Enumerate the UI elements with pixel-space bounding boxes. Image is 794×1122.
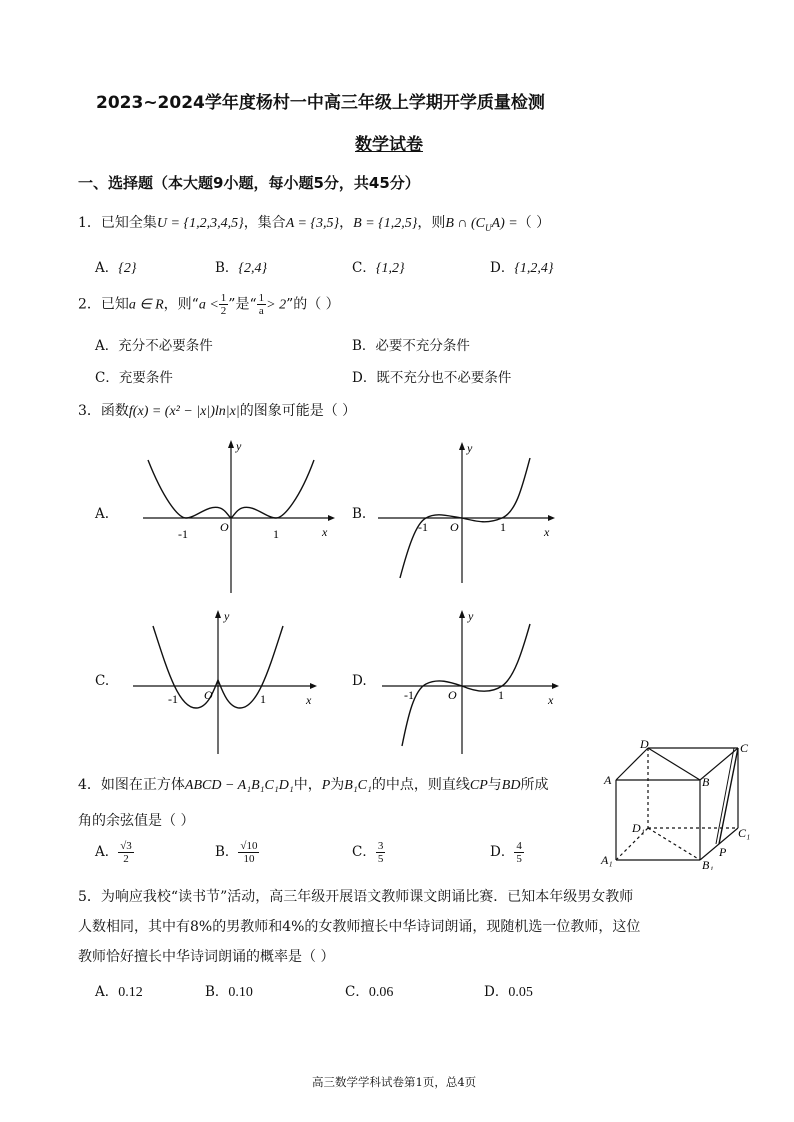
x-arrow-icon	[548, 515, 555, 521]
option-value: 必要不充分条件	[375, 338, 470, 354]
point-label: P	[719, 845, 727, 859]
vertex-label: A	[604, 773, 612, 787]
graph-b[interactable]	[370, 438, 560, 588]
option-b[interactable]	[215, 256, 267, 277]
option-d[interactable]	[484, 980, 533, 1001]
vertex-label: B	[702, 775, 710, 789]
question-number: 3．	[78, 403, 101, 419]
question-number: 2．	[78, 296, 101, 313]
option-value: {1,2,4}	[514, 261, 554, 276]
math-expression: > 2	[266, 297, 287, 313]
option-label: C．	[95, 370, 119, 386]
fraction-numerator: 4	[516, 840, 522, 852]
question-text: ，	[339, 215, 354, 231]
graph-d[interactable]	[374, 606, 564, 756]
option-b[interactable]	[215, 840, 259, 865]
option-value: 充分不必要条件	[118, 338, 213, 354]
math-expression: A) =	[491, 216, 518, 231]
origin-label: O	[450, 520, 459, 534]
question-text: 所成	[520, 777, 549, 793]
graph-option-label[interactable]: D.	[352, 673, 367, 689]
y-arrow-icon	[215, 610, 221, 618]
x-arrow-icon	[310, 683, 317, 689]
tick-label: -1	[168, 692, 178, 706]
option-a[interactable]	[95, 840, 134, 865]
math-expression: B ∩ (C	[445, 216, 486, 231]
tick-label: -1	[404, 688, 414, 702]
question-5-line2: 人数相同，其中有8%的男教师和4%的女教师擅长中华诗词朗诵，现随机选一位教师，这位	[78, 919, 641, 935]
fraction-numerator: 3	[377, 840, 384, 852]
option-label: C．	[352, 260, 376, 276]
question-text: ”是“	[228, 296, 257, 313]
y-arrow-icon	[459, 442, 465, 450]
option-label: A．	[95, 984, 119, 1000]
vertex-label: D₁	[632, 821, 645, 835]
option-a[interactable]	[95, 256, 136, 277]
option-value: {2,4}	[238, 261, 268, 276]
tick-label: 1	[500, 520, 506, 534]
question-text: 中，	[293, 777, 322, 793]
math-subscript: U	[485, 222, 492, 233]
option-a[interactable]	[95, 980, 143, 1001]
graph-option-label[interactable]: A.	[95, 506, 110, 522]
option-d[interactable]	[490, 256, 554, 277]
exam-title: 2023~2024学年度杨村一中高三年级上学期开学质量检测	[96, 93, 545, 113]
question-text: ，则	[417, 215, 446, 231]
question-number: 5．	[78, 889, 101, 905]
tick-label: -1	[418, 520, 428, 534]
option-label: B．	[352, 338, 376, 354]
diagonal-bd	[648, 748, 700, 780]
math-expression: a <	[198, 297, 219, 313]
question-text: 已知	[100, 296, 129, 313]
fraction-denominator: 2	[220, 305, 227, 317]
math-expression: U = {1,2,3,4,5}	[156, 216, 244, 231]
question-text: 如图在正方体	[100, 777, 185, 793]
question-4-line2: 角的余弦值是（ ）	[78, 813, 195, 829]
question-2	[78, 292, 340, 317]
fraction	[514, 840, 524, 865]
option-value: {1,2}	[375, 261, 405, 276]
vertex-label: B₁	[702, 858, 714, 870]
x-axis-label: x	[544, 525, 550, 539]
vertex-label: C₁	[738, 826, 751, 840]
option-label: C．	[345, 984, 369, 1000]
fraction	[219, 292, 229, 317]
option-label: A．	[95, 338, 119, 354]
fraction	[238, 840, 259, 865]
y-axis-label: y	[236, 439, 242, 453]
vertex-label: C	[740, 741, 749, 755]
option-c[interactable]	[352, 256, 405, 277]
origin-label: O	[220, 520, 229, 534]
question-text: 为响应我校“读书节”活动，高三年级开展语文教师课文朗诵比赛．已知本年级男女教师	[100, 889, 634, 905]
fraction	[257, 292, 267, 317]
math-expression: BD	[501, 778, 521, 793]
y-arrow-icon	[459, 610, 465, 618]
curve	[402, 624, 530, 746]
question-text: 与	[487, 777, 502, 793]
x-axis-label: x	[322, 525, 328, 539]
hidden-edge	[648, 828, 700, 860]
option-label: D．	[484, 984, 509, 1000]
tick-label: 1	[260, 692, 266, 706]
exam-subtitle: 数学试卷	[355, 135, 423, 155]
option-value: 0.10	[228, 985, 253, 1000]
fraction-numerator: √3	[120, 840, 132, 852]
question-text: 的中点，则直线	[371, 777, 470, 793]
question-text: 已知全集	[100, 215, 157, 231]
graph-option-label[interactable]: B.	[352, 506, 367, 522]
origin-label: O	[448, 688, 457, 702]
math-expression: P	[321, 778, 331, 793]
fraction-numerator: 1	[220, 292, 227, 304]
question-text: ”的（ ）	[286, 296, 340, 313]
tick-label: 1	[498, 688, 504, 702]
x-arrow-icon	[552, 683, 559, 689]
question-number: 4．	[78, 777, 101, 793]
option-value: 0.06	[368, 985, 394, 1000]
cube-figure	[598, 738, 758, 870]
question-text: 的图象可能是（ ）	[239, 403, 357, 419]
fraction-denominator: 5	[516, 853, 522, 865]
option-label: A．	[95, 844, 119, 860]
option-c[interactable]	[345, 980, 393, 1001]
cube-edge	[616, 748, 648, 780]
option-a[interactable]	[95, 334, 213, 354]
option-value: 0.05	[508, 985, 533, 1000]
fraction-numerator: 1	[258, 292, 265, 304]
option-label: D．	[490, 260, 515, 276]
section-heading: 一、选择题（本大题9小题，每小题5分，共45分）	[78, 174, 420, 192]
origin-label: O	[204, 688, 213, 702]
question-text: ，集合	[243, 215, 286, 231]
question-number: 1．	[78, 215, 101, 231]
option-label: D．	[352, 370, 377, 386]
fraction-denominator: a	[258, 305, 264, 317]
question-text: ，则“	[163, 296, 199, 313]
option-value: {2}	[118, 261, 137, 276]
tick-label: 1	[273, 527, 279, 541]
vertex-label: A₁	[601, 853, 613, 867]
segment-cp	[719, 748, 738, 844]
option-c[interactable]	[352, 840, 385, 865]
question-text: 函数	[100, 403, 129, 419]
question-text: 为	[330, 777, 345, 793]
option-label: B．	[215, 844, 239, 860]
question-3	[78, 400, 356, 420]
option-value: 充要条件	[118, 370, 173, 386]
question-5	[78, 886, 633, 906]
option-value: 0.12	[118, 985, 143, 1000]
option-c[interactable]	[95, 366, 173, 386]
graph-option-label[interactable]: C.	[95, 673, 110, 689]
math-expression: B₁C₁	[344, 778, 372, 793]
question-4	[78, 774, 548, 794]
option-label: C．	[352, 844, 376, 860]
y-arrow-icon	[228, 440, 234, 448]
fraction	[376, 840, 386, 865]
segment-cp	[716, 748, 734, 844]
option-label: A．	[95, 260, 119, 276]
graph-a[interactable]	[138, 438, 338, 598]
option-value: 既不充分也不必要条件	[376, 370, 512, 386]
graph-c[interactable]	[128, 606, 323, 756]
fraction-denominator: 5	[377, 853, 384, 865]
option-label: B．	[215, 260, 239, 276]
question-5-line3: 教师恰好擅长中华诗词朗诵的概率是（ ）	[78, 949, 335, 965]
math-expression: f(x) = (x² − |x|)ln|x|	[128, 404, 240, 419]
math-expression: ABCD − A₁B₁C₁D₁	[184, 778, 294, 793]
y-axis-label: y	[468, 609, 474, 623]
math-expression: A = {3,5}	[285, 216, 340, 231]
math-expression: a ∈ R	[128, 297, 164, 313]
option-b[interactable]	[205, 980, 253, 1001]
tick-label: -1	[178, 527, 188, 541]
answer-paren: （ ）	[517, 215, 551, 231]
math-expression: CP	[469, 778, 488, 793]
fraction-numerator: √10	[240, 840, 258, 852]
vertex-label: D	[640, 738, 649, 751]
x-axis-label: x	[548, 693, 554, 707]
x-arrow-icon	[328, 515, 335, 521]
option-label: D．	[490, 844, 515, 860]
math-expression: B = {1,2,5}	[353, 216, 418, 231]
fraction	[118, 840, 134, 865]
question-1	[78, 212, 550, 233]
option-label: B．	[205, 984, 229, 1000]
option-d[interactable]	[352, 366, 511, 386]
option-b[interactable]	[352, 334, 470, 354]
page-footer: 高三数学学科试卷第1页，总4页	[312, 1075, 477, 1089]
y-axis-label: y	[467, 441, 473, 455]
fraction-denominator: 10	[243, 853, 255, 865]
y-axis-label: y	[224, 609, 230, 623]
option-d[interactable]	[490, 840, 524, 865]
x-axis-label: x	[306, 693, 312, 707]
fraction-denominator: 2	[123, 853, 129, 865]
